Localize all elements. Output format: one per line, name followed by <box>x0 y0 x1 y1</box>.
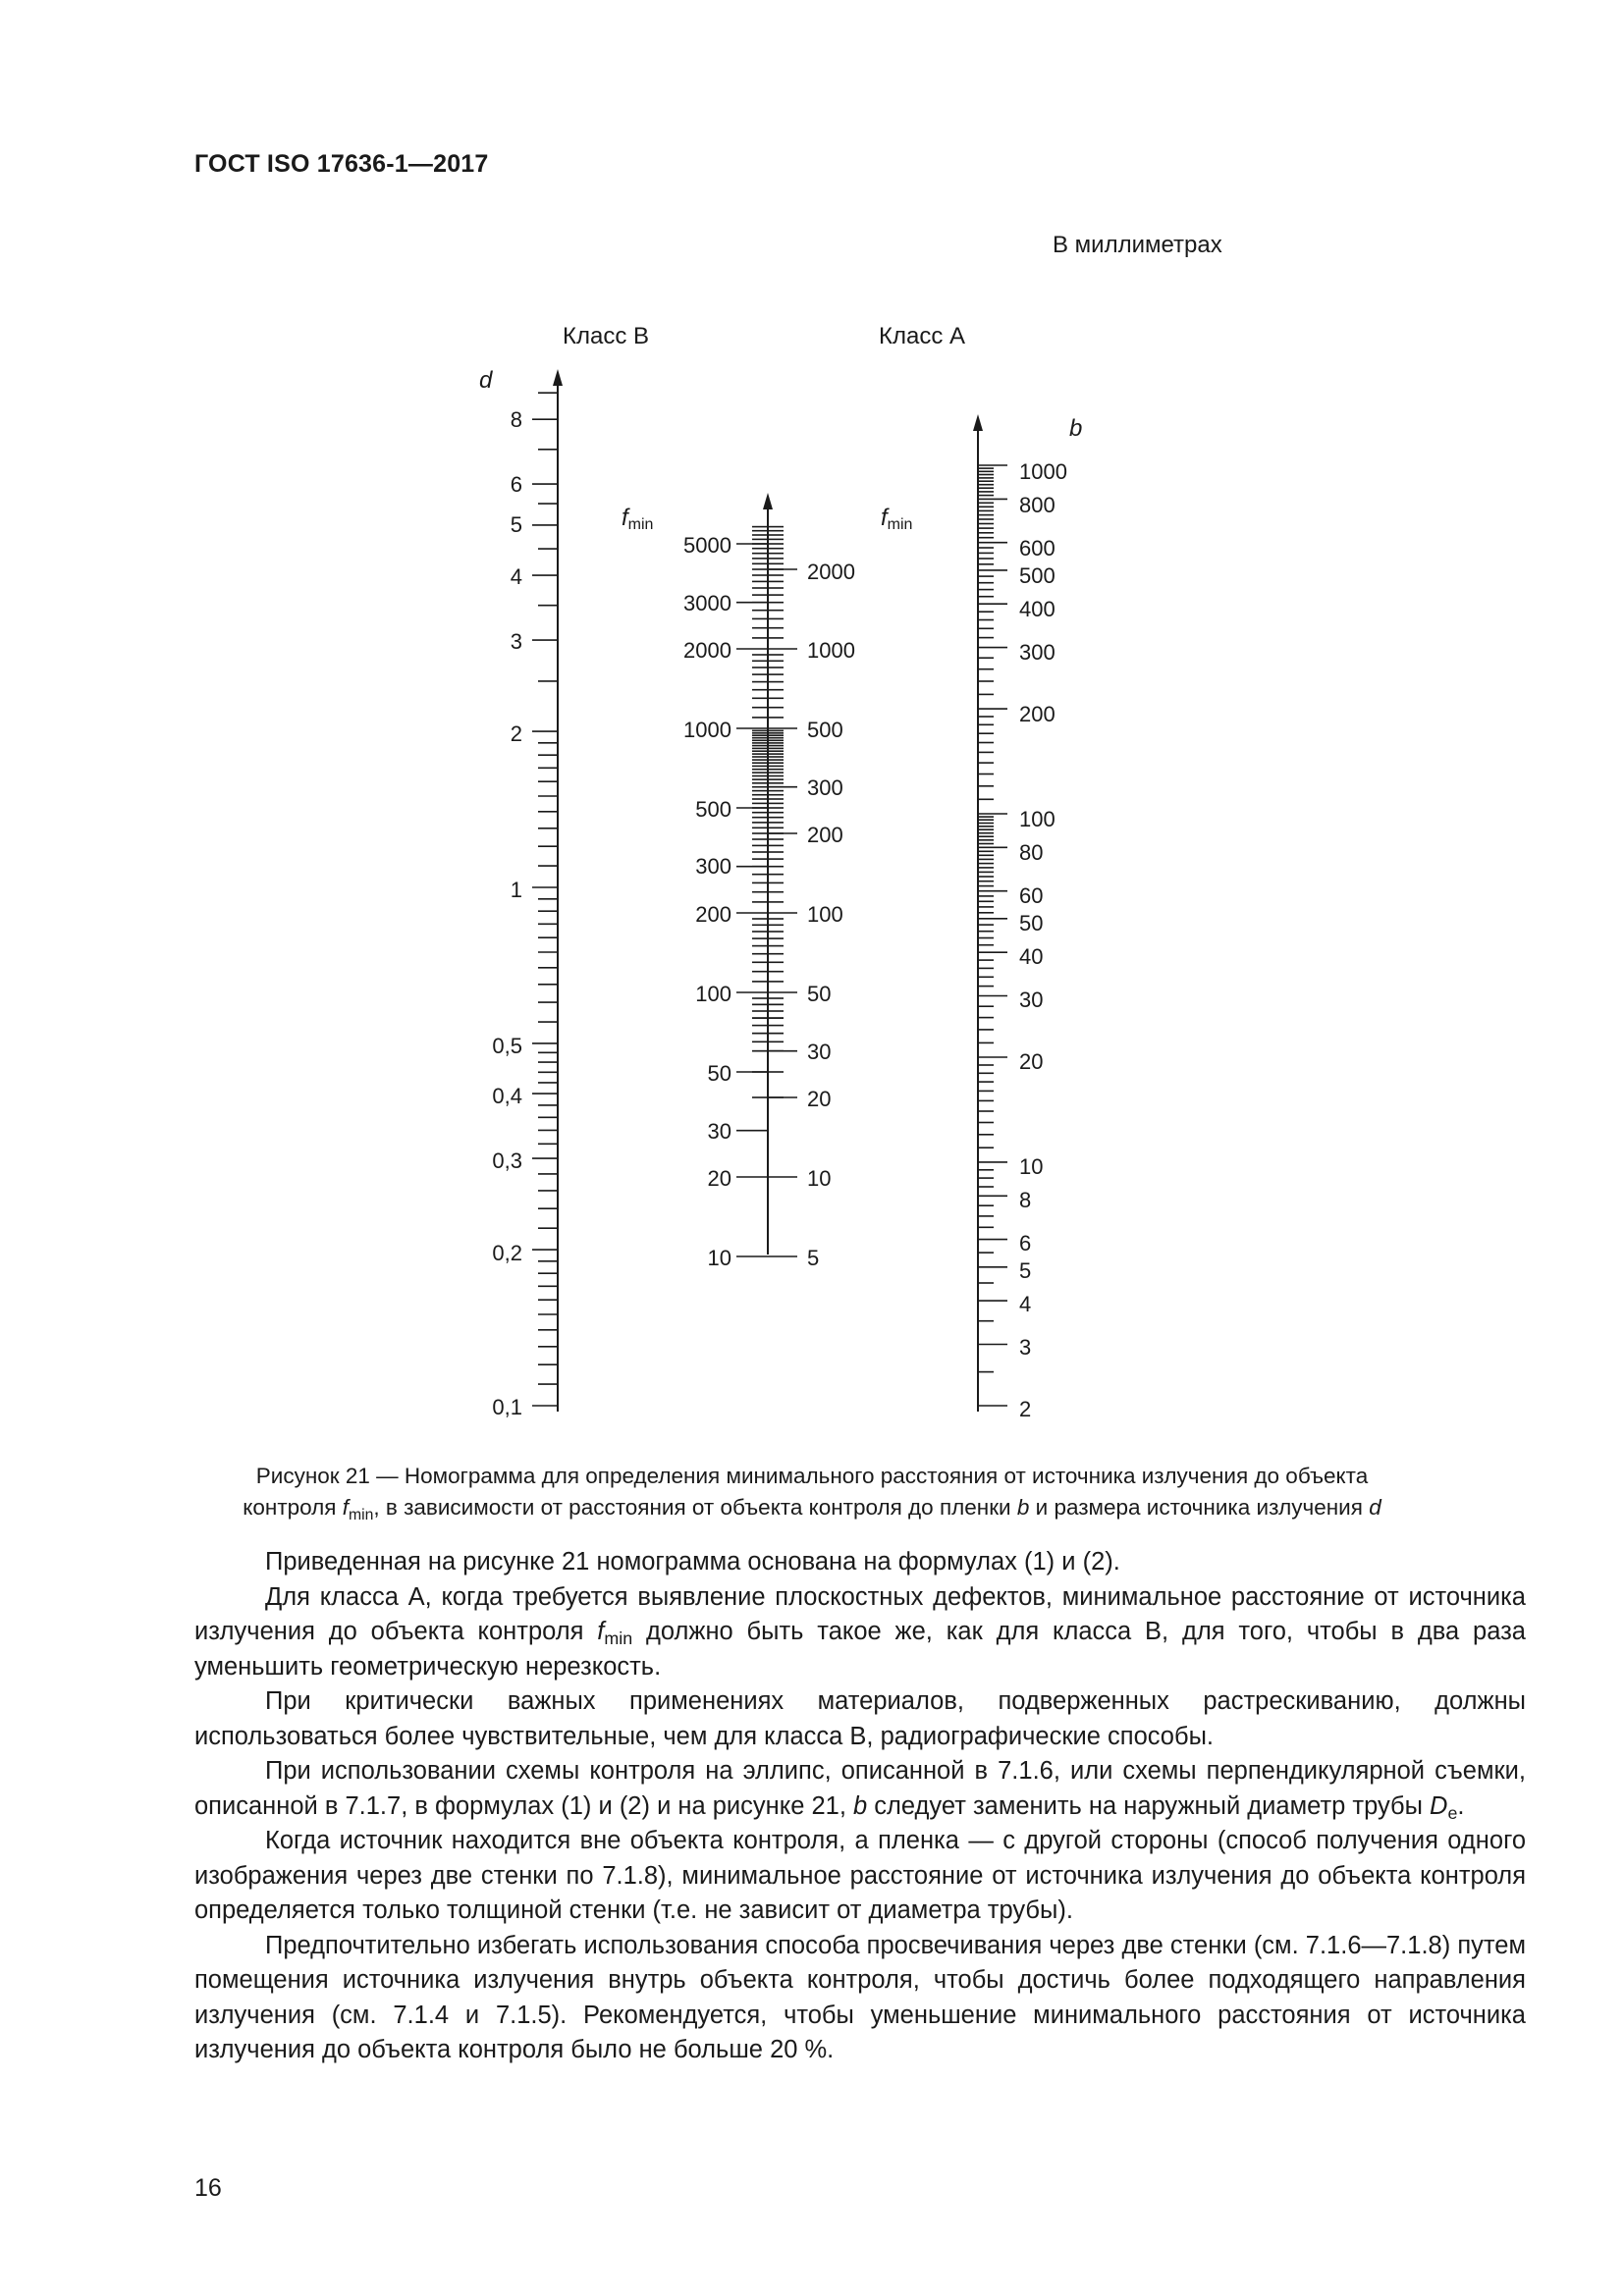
axis-fmin-b-name: fmin <box>622 505 654 533</box>
caption-line-2: контроля $f_{min}$, в зависимости от расстояния от объекта контроля до пленки b и размера источника излучения d <box>243 1495 1381 1523</box>
fmin-b-label: 5000 <box>683 533 731 558</box>
axis-b-name: b <box>1069 415 1083 442</box>
b-label: 50 <box>1019 911 1044 935</box>
b-label: 4 <box>1019 1292 1032 1316</box>
d-label: 5 <box>510 512 522 537</box>
axis-b-arrow <box>973 414 983 431</box>
b-label: 100 <box>1019 807 1056 831</box>
b-label: 800 <box>1019 493 1056 517</box>
units-note: В миллиметрах <box>1053 232 1222 258</box>
fmin-b-label: 1000 <box>683 718 731 742</box>
d-label: 0,1 <box>492 1395 522 1419</box>
d-label: 0,4 <box>492 1084 522 1108</box>
axis-fmin-a-name: fmin <box>881 505 913 533</box>
class-a-label: Класс A <box>879 323 966 349</box>
paragraph: Для класса А, когда требуется выявление плоскостных дефектов, минимальное расстояние от источника излучения до объекта контроля $f_{min}$ должно быть такое же, как для класса В, для того, чтобы в два раза уменьшить геометрическую нерезкость. <box>194 1582 1526 1681</box>
caption-line-1: Рисунок 21 — Номограмма для определения минимального расстояния от источника излучения до объекта <box>255 1464 1369 1488</box>
b-label: 500 <box>1019 563 1056 588</box>
fmin-a-label: 5 <box>807 1246 820 1270</box>
paragraph: Когда источник находится вне объекта контроля, а пленка — с другой стороны (способ получения одного изображения через две стенки по 7.1.8), минимальное расстояние от источника излучения до объекта контроля определяется только толщиной стенки (т.е. не зависит от диаметра трубы). <box>194 1827 1526 1924</box>
b-label: 30 <box>1019 988 1044 1012</box>
b-label: 10 <box>1019 1154 1044 1179</box>
fmin-b-label: 10 <box>707 1246 731 1270</box>
b-label: 60 <box>1019 883 1044 908</box>
b-label: 5 <box>1019 1258 1032 1283</box>
d-label: 2 <box>510 721 522 746</box>
axis-d-name: d <box>479 367 493 394</box>
fmin-a-label: 1000 <box>807 638 855 663</box>
b-label: 1000 <box>1019 459 1067 484</box>
d-label: 4 <box>510 564 522 589</box>
fmin-b-label: 200 <box>695 902 731 927</box>
b-label: 3 <box>1019 1335 1032 1360</box>
fmin-a-label: 300 <box>807 775 843 800</box>
fmin-b-label: 3000 <box>683 591 731 615</box>
paragraph: При критически важных применениях материалов, подверженных растрескиванию, должны использоваться более чувствительные, чем для класса В, радиографические способы. <box>194 1687 1526 1750</box>
fmin-b-label: 2000 <box>683 638 731 663</box>
d-label: 0,5 <box>492 1034 522 1058</box>
b-label: 600 <box>1019 536 1056 561</box>
fmin-a-label: 100 <box>807 902 843 927</box>
paragraph: При использовании схемы контроля на эллипс, описанной в 7.1.6, или схемы перпендикулярной съемки, описанной в 7.1.7, в формулах (1) и (2) и на рисунке 21, b следует заменить на наружный диаметр трубы $D_e$. <box>194 1757 1526 1823</box>
fmin-b-label: 50 <box>707 1061 731 1086</box>
fmin-a-label: 200 <box>807 823 843 847</box>
b-label: 80 <box>1019 840 1044 865</box>
fmin-a-label: 20 <box>807 1087 832 1111</box>
fmin-a-label: 2000 <box>807 560 855 584</box>
d-label: 0,3 <box>492 1148 522 1173</box>
d-label: 0,2 <box>492 1241 522 1265</box>
b-label: 300 <box>1019 640 1056 665</box>
d-label: 6 <box>510 472 522 497</box>
figure-caption <box>196 1461 1428 1523</box>
fmin-a-label: 50 <box>807 982 832 1006</box>
b-label: 20 <box>1019 1049 1044 1074</box>
fmin-b-label: 500 <box>695 797 731 822</box>
fmin-b-label: 20 <box>707 1166 731 1191</box>
b-label: 6 <box>1019 1231 1032 1255</box>
class-b-label: Класс B <box>563 323 650 349</box>
axis-d-arrow <box>553 369 563 386</box>
fmin-b-label: 30 <box>707 1119 731 1144</box>
page-number: 16 <box>194 2174 222 2202</box>
body-text <box>194 1545 1526 2068</box>
fmin-b-label: 100 <box>695 982 731 1006</box>
b-label: 200 <box>1019 702 1056 726</box>
axis-fmin-arrow <box>763 493 773 509</box>
b-label: 8 <box>1019 1188 1032 1212</box>
document-header: ГОСТ ISO 17636-1—2017 <box>194 150 489 178</box>
d-label: 3 <box>510 629 522 654</box>
d-label: 1 <box>510 878 522 902</box>
fmin-a-label: 10 <box>807 1166 832 1191</box>
paragraph: Приведенная на рисунке 21 номограмма основана на формулах (1) и (2). <box>265 1548 1120 1575</box>
d-label: 8 <box>510 407 522 432</box>
b-label: 40 <box>1019 944 1044 969</box>
fmin-a-label: 30 <box>807 1040 832 1064</box>
paragraph: Предпочтительно избегать использования способа просвечивания через две стенки (см. 7.1.6—7.1.8) путем помещения источника излучения внутрь объекта контроля, чтобы достичь более подходящего направления излучения (см. 7.1.4 и 7.1.5). Рекомендуется, чтобы уменьшение минимального расстояния от источника излучения до объекта контроля было не больше 20 %. <box>194 1931 1526 2063</box>
b-label: 2 <box>1019 1397 1032 1421</box>
b-label: 400 <box>1019 597 1056 621</box>
fmin-a-label: 500 <box>807 718 843 742</box>
fmin-b-label: 300 <box>695 854 731 879</box>
